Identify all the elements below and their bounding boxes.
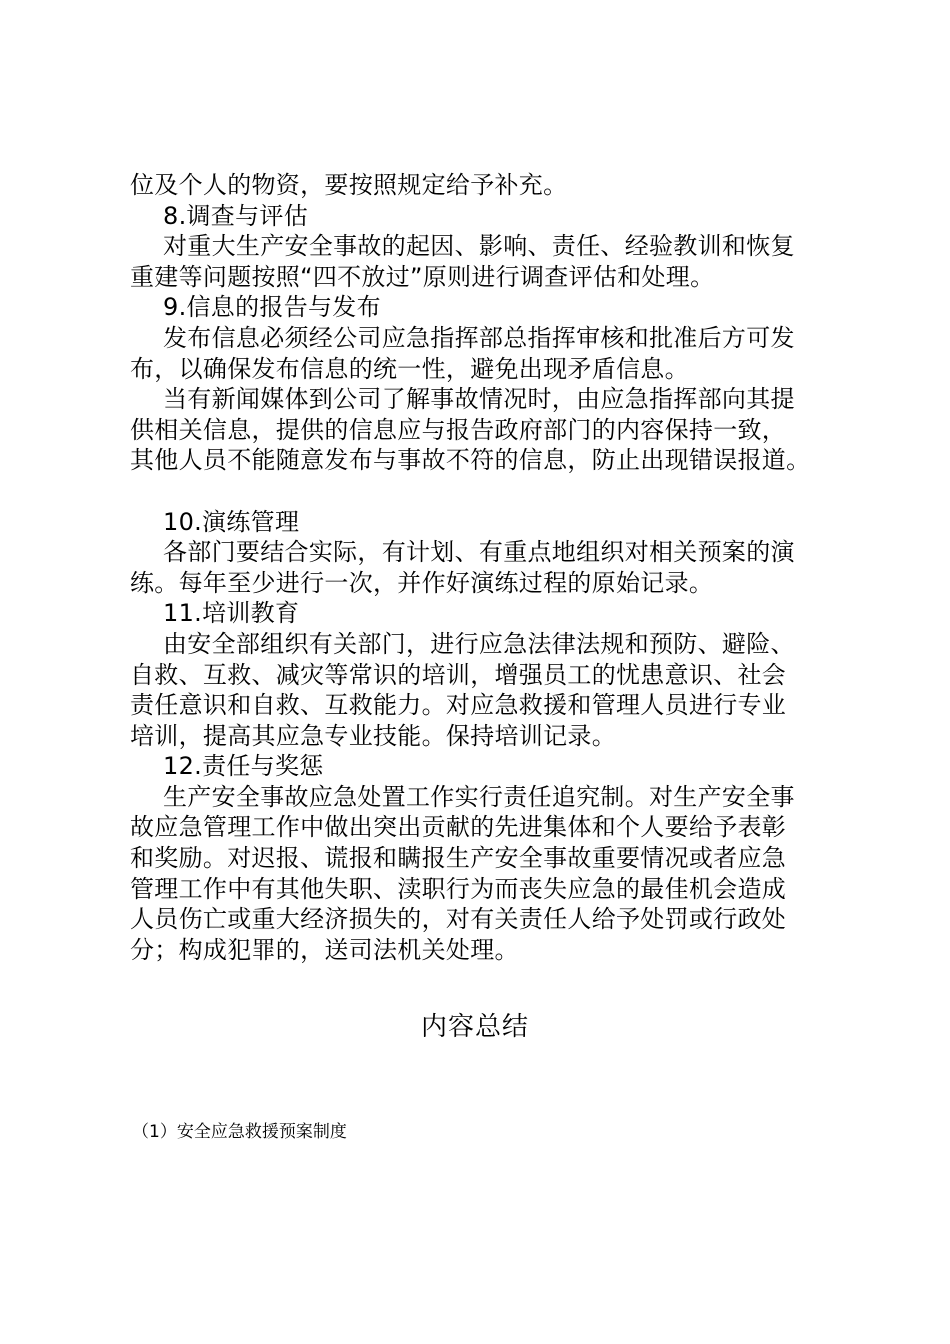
text-line: 10.演练管理 — [163, 507, 300, 536]
document-body — [130, 170, 830, 965]
summary-item: （1）安全应急救援预案制度 — [132, 1122, 347, 1142]
text-line: 各部门要结合实际，有计划、有重点地组织对相关预案的演 — [163, 538, 795, 567]
text-line: 12.责任与奖惩 — [163, 752, 324, 781]
text-line: 11.培训教育 — [163, 599, 300, 628]
text-line: 生产安全事故应急处置工作实行责任追究制。对生产安全事 — [163, 782, 795, 811]
text-line: 发布信息必须经公司应急指挥部总指挥审核和批准后方可发 — [163, 323, 795, 352]
text-line: 人员伤亡或重大经济损失的，对有关责任人给予处罚或行政处 — [130, 905, 787, 934]
text-line: 对重大生产安全事故的起因、影响、责任、经验教训和恢复 — [163, 232, 795, 261]
text-line: 责任意识和自救、互救能力。对应急救援和管理人员进行专业 — [130, 691, 787, 720]
text-line: 自救、互救、减灾等常识的培训，增强员工的忧患意识、社会 — [130, 660, 787, 689]
text-line — [130, 476, 830, 507]
text-line: 位及个人的物资，要按照规定给予补充。 — [130, 171, 568, 199]
text-line: 当有新闻媒体到公司了解事故情况时，由应急指挥部向其提 — [163, 385, 795, 414]
text-line: 8.调查与评估 — [163, 201, 308, 230]
text-line: 故应急管理工作中做出突出贡献的先进集体和个人要给予表彰 — [130, 813, 787, 842]
text-line: 布，以确保发布信息的统一性，避免出现矛盾信息。 — [130, 354, 689, 383]
text-line: 培训，提高其应急专业技能。保持培训记录。 — [130, 721, 616, 750]
text-line: 管理工作中有其他失职、渎职行为而丧失应急的最佳机会造成 — [130, 874, 787, 903]
text-line: 重建等问题按照“四不放过”原则进行调查评估和处理。 — [130, 262, 715, 291]
summary-title: 内容总结 — [420, 1012, 529, 1042]
text-line: 由安全部组织有关部门，进行应急法律法规和预防、避险、 — [163, 629, 795, 658]
text-line: 供相关信息，提供的信息应与报告政府部门的内容保持一致， — [130, 415, 787, 444]
text-line: 其他人员不能随意发布与事故不符的信息，防止出现错误报道。 — [130, 446, 811, 475]
text-line: 和奖励。对迟报、谎报和瞒报生产安全事故重要情况或者应急 — [130, 844, 787, 873]
text-line: 分；构成犯罪的，送司法机关处理。 — [130, 935, 519, 964]
text-line: 练。每年至少进行一次，并作好演练过程的原始记录。 — [130, 568, 714, 597]
text-line: 9.信息的报告与发布 — [163, 293, 381, 322]
